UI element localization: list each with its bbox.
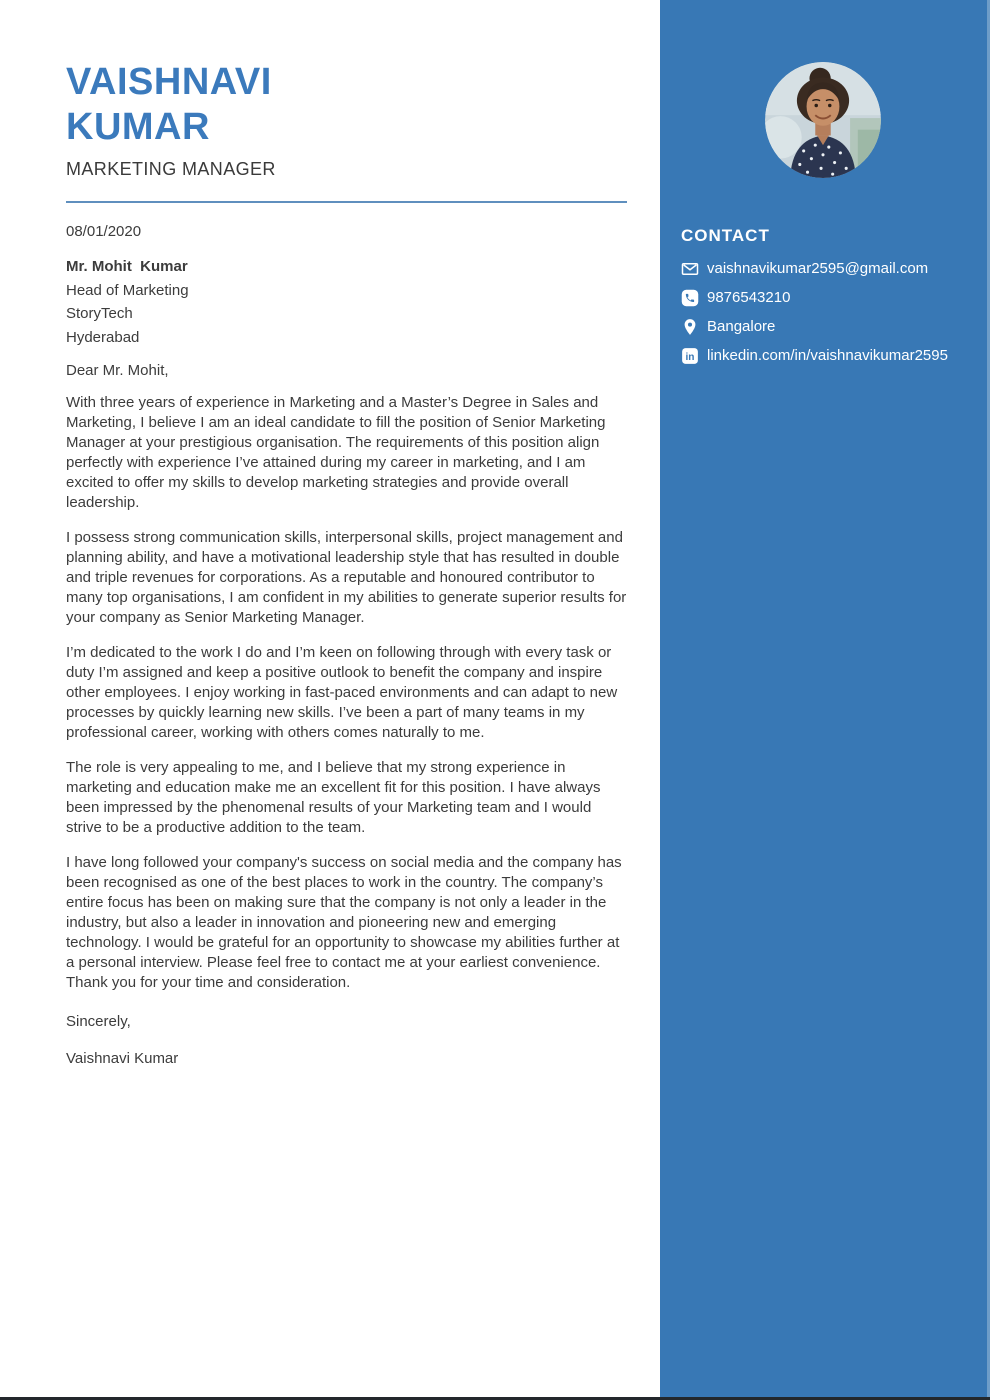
contact-row-linkedin <box>681 346 969 366</box>
linkedin-icon <box>681 347 699 365</box>
letter-paragraph: I possess strong communication skills, interpersonal skills, project management and planning ability, and have a motivational leadership style that has resulted in double and triple revenues for corporations. As a reputable and honoured contributor to many top organisations, I am confident in my abilities to generate superior results for your company as Senior Marketing Manager. <box>66 529 627 626</box>
header-divider <box>66 201 627 203</box>
recipient-city: Hyderabad <box>66 328 140 346</box>
email-icon <box>681 260 699 278</box>
letter-content <box>66 60 627 1067</box>
contact-linkedin-value: linkedin.com/in/vaishnavikumar2595 <box>707 347 948 364</box>
contact-section <box>681 226 969 375</box>
location-icon <box>681 318 699 336</box>
avatar <box>765 62 881 178</box>
contact-location-value: Bangalore <box>707 318 776 335</box>
phone-icon <box>681 289 699 307</box>
profile-photo-illustration <box>765 62 881 178</box>
svg-text:in: in <box>685 351 695 363</box>
contact-phone-value: 9876543210 <box>707 289 791 306</box>
letter-date: 08/01/2020 <box>66 223 142 240</box>
recipient-name: Mr. Mohit Kumar <box>66 258 188 275</box>
salutation: Dear Mr. Mohit, <box>66 362 169 379</box>
letter-paragraph: I have long followed your company's success on social media and the company has been recognised as one of the best places to work in the country. The company’s entire focus has been on making sure that the company is not only a leader in the industry, but also a leader in innovation and pioneering new and emerging technology. I would be grateful for an opportunity to showcase my abilities further at a personal interview. Please feel free to contact me at your earliest convenience. Thank you for your time and consideration. <box>66 854 622 991</box>
letter-paragraph: The role is very appealing to me, and I believe that my strong experience in marketing and education make me an excellent fit for this position. I have always been impressed by the phenomenal results of your Marketing team and I would strive to be a productive addition to the team. <box>66 759 601 836</box>
closing: Sincerely, <box>66 1013 131 1030</box>
candidate-name <box>66 60 627 150</box>
candidate-job-title: MARKETING MANAGER <box>66 159 276 179</box>
letter-paragraph: With three years of experience in Marketing and a Master’s Degree in Sales and Marketing, I believe I am an ideal candidate to fill the position of Senior Marketing Manager at your prestigious organisation. The requirements of this position align perfectly with experience I’ve attained during my career in marketing, and I am excited to offer my skills to develop marketing strategies and provide overall leadership. <box>66 394 606 511</box>
letter-paragraph: I’m dedicated to the work I do and I’m keen on following through with every task or duty I’m assigned and keep a positive outlook to benefit the company and inspire other employees. I enjoy working in fast-paced environments and can adapt to new processes by quickly learning new skills. I’ve been a part of many teams in my professional career, working with others comes naturally to me. <box>66 644 618 741</box>
signature: Vaishnavi Kumar <box>66 1050 179 1067</box>
recipient-role: Head of Marketing <box>66 281 189 299</box>
candidate-name-line2: KUMAR <box>66 106 210 148</box>
candidate-name-line1: VAISHNAVI <box>66 61 272 103</box>
contact-row-phone <box>681 288 969 308</box>
contact-row-email <box>681 259 969 279</box>
contact-email-value: vaishnavikumar2595@gmail.com <box>707 260 929 277</box>
contact-heading: CONTACT <box>681 226 770 245</box>
sidebar <box>660 0 990 1400</box>
recipient-block <box>66 255 627 349</box>
recipient-company: StoryTech <box>66 305 133 322</box>
contact-row-location <box>681 317 969 337</box>
